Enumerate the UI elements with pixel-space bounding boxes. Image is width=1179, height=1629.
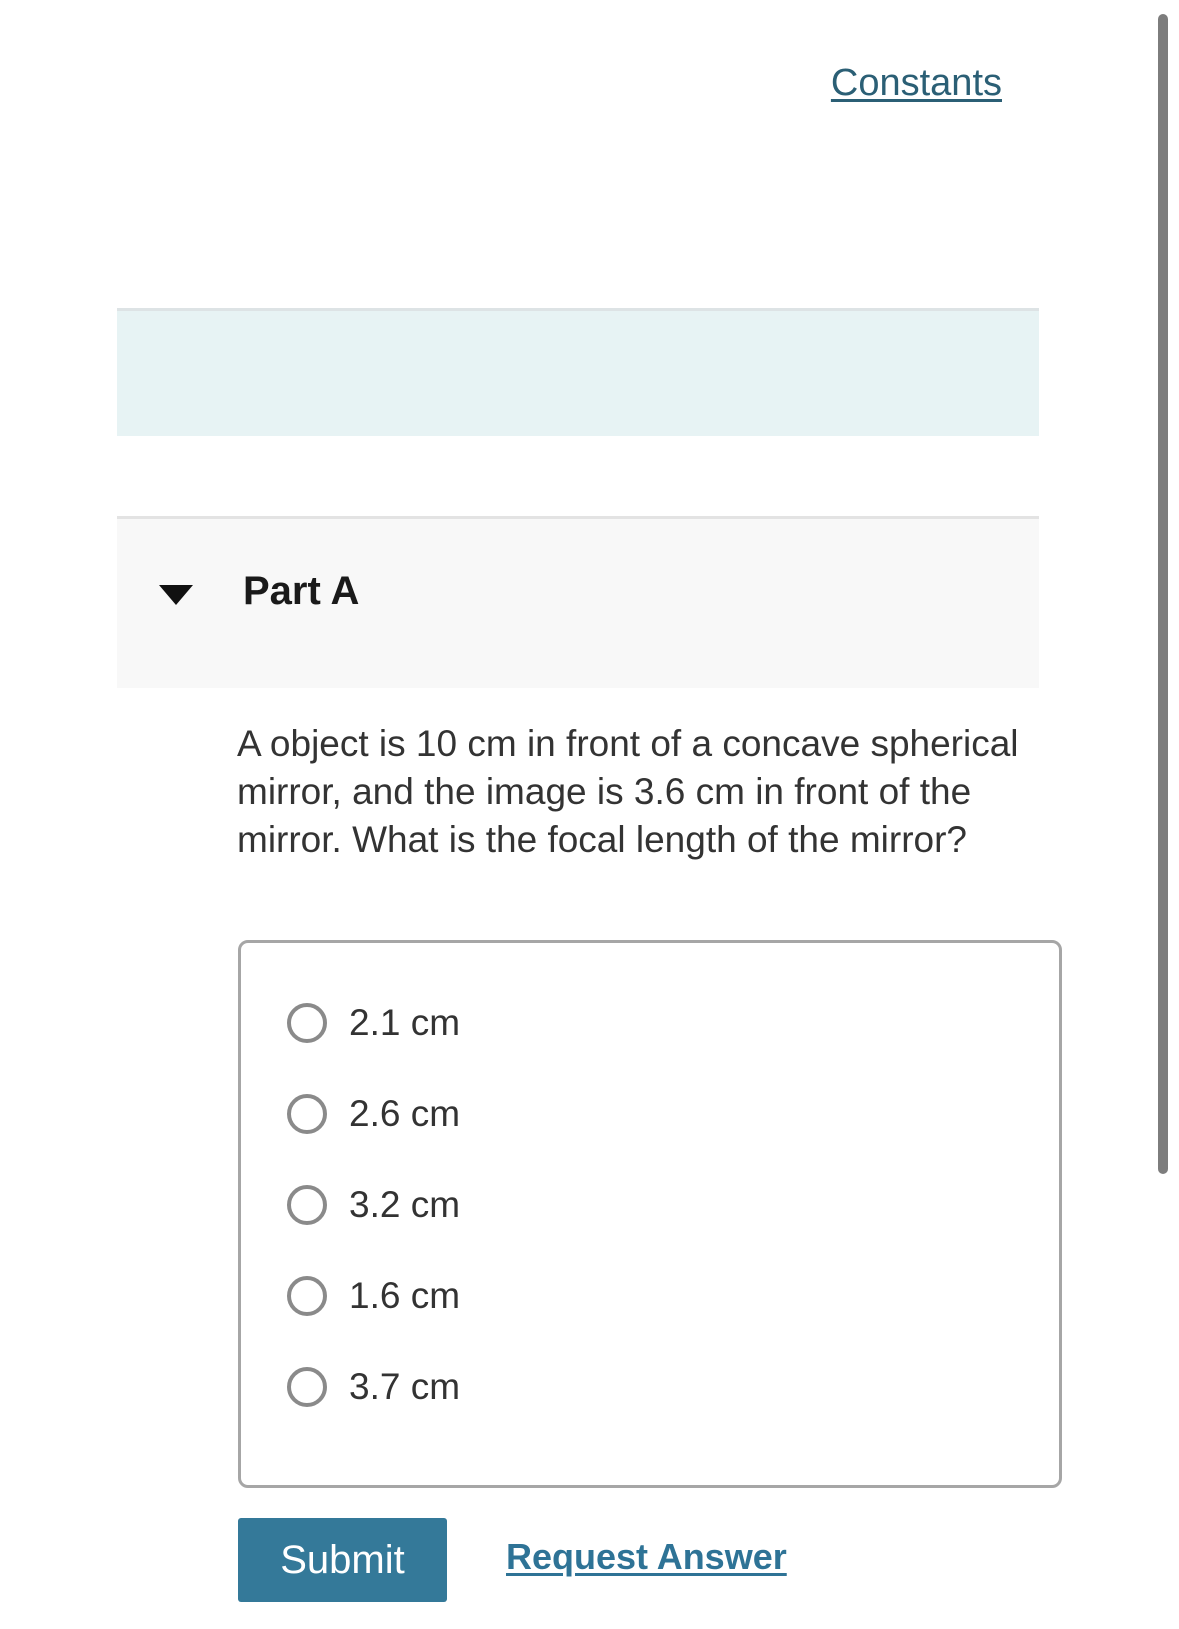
option-label: 3.2 cm: [349, 1184, 461, 1225]
option-4[interactable]: [287, 1266, 460, 1326]
question-text: A object is 10 cm in front of a concave spherical mirror, and the image is 3.6 cm in front of the mirror. What is the focal length of the mirror?: [237, 723, 1019, 860]
info-band: [117, 308, 1039, 436]
constants-link[interactable]: Constants: [830, 62, 1002, 104]
radio-button[interactable]: [287, 1367, 327, 1407]
option-2[interactable]: [287, 1084, 460, 1144]
part-title: Part A: [243, 569, 360, 613]
radio-button[interactable]: [287, 1276, 327, 1316]
scrollbar-thumb[interactable]: [1158, 14, 1168, 1174]
option-label: 3.7 cm: [349, 1366, 461, 1407]
radio-button[interactable]: [287, 1185, 327, 1225]
part-a-header[interactable]: [117, 516, 1039, 688]
option-label: 2.6 cm: [349, 1093, 461, 1134]
caret-down-icon[interactable]: [159, 585, 193, 605]
option-1[interactable]: [287, 993, 460, 1053]
option-3[interactable]: [287, 1175, 460, 1235]
submit-button[interactable]: Submit: [238, 1518, 447, 1602]
radio-button[interactable]: [287, 1003, 327, 1043]
option-label: 1.6 cm: [349, 1275, 461, 1316]
request-answer-link[interactable]: Request Answer: [506, 1536, 787, 1577]
answer-options: [238, 940, 1062, 1488]
option-5[interactable]: [287, 1357, 460, 1417]
radio-button[interactable]: [287, 1094, 327, 1134]
option-label: 2.1 cm: [349, 1002, 461, 1043]
